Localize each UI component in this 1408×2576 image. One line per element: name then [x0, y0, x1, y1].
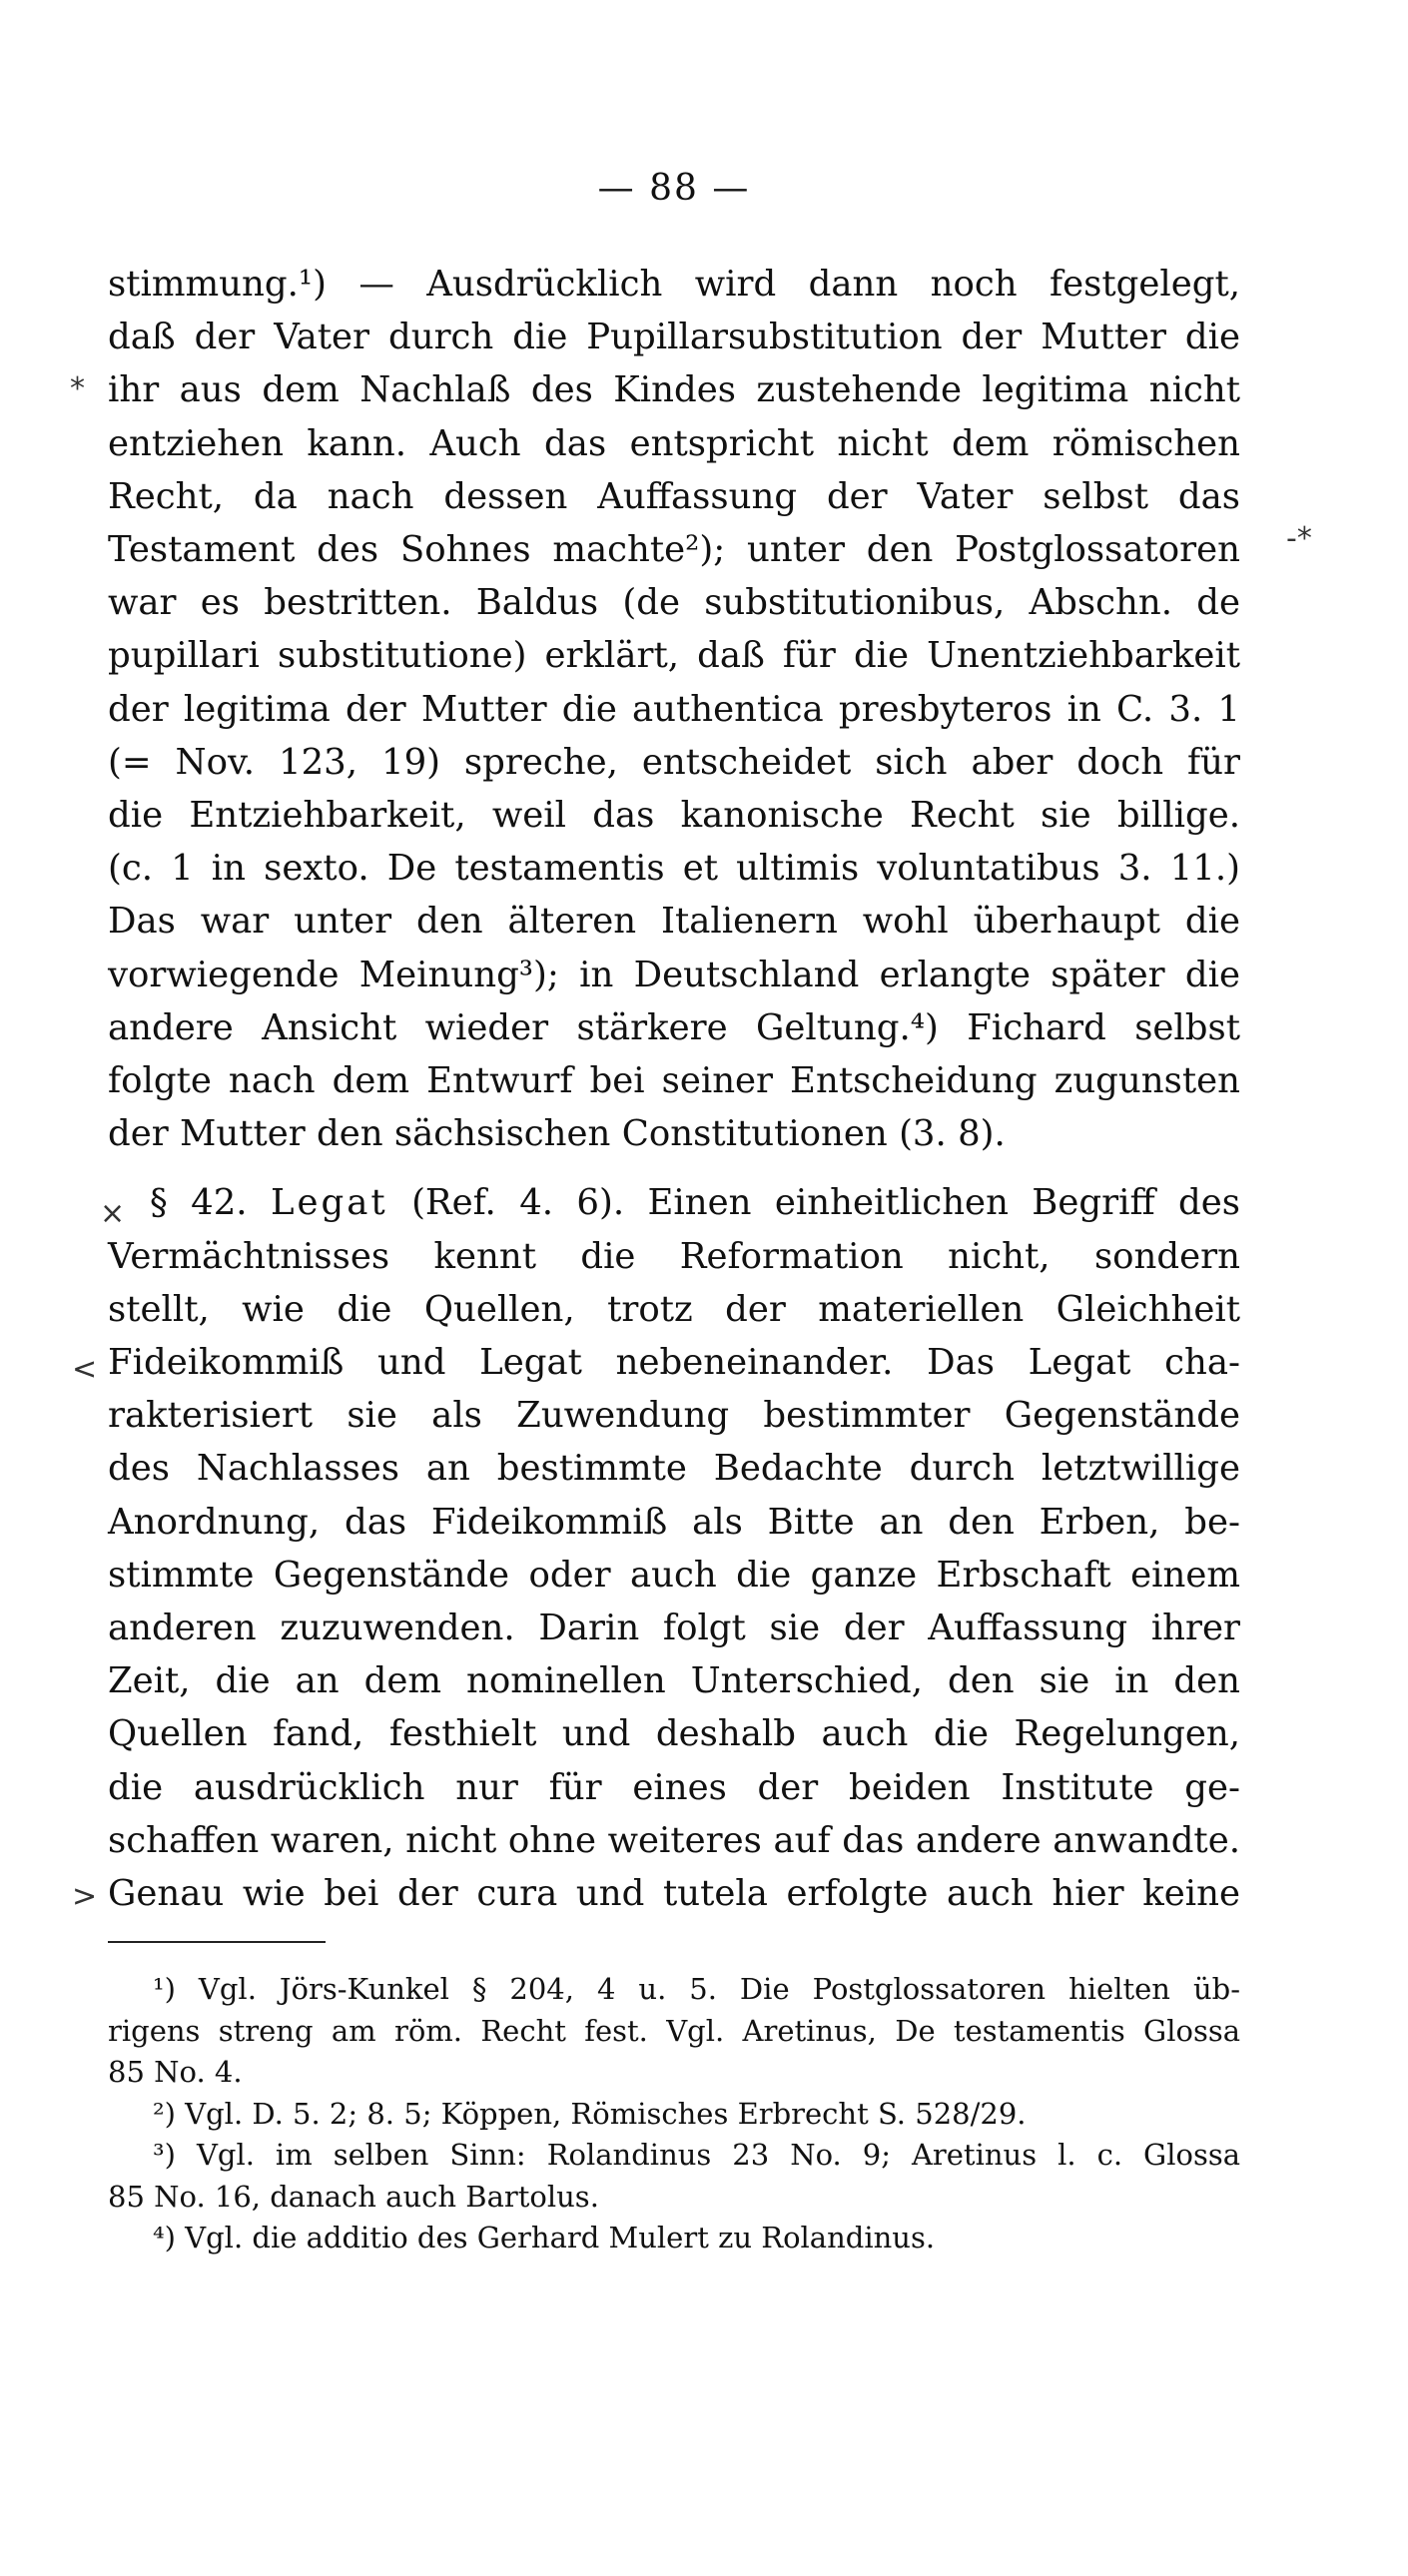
- section-line: stimmte Gegenstände oder auch die ganze Erbschaft einem: [108, 1554, 1240, 1596]
- section-line: Fideikommiß und Legat nebeneinander. Das Legat cha-: [108, 1342, 1240, 1384]
- body-line: war es bestritten. Baldus (de substitutionibus, Abschn. de: [108, 582, 1240, 624]
- section-line: Quellen fand, festhielt und deshalb auch die Regelungen,: [108, 1713, 1240, 1755]
- page-number: — 88 —: [597, 168, 751, 209]
- section-line: schaffen waren, nicht ohne weiteres auf das andere anwandte.: [108, 1819, 1240, 1861]
- body-line: (c. 1 in sexto. De testamentis et ultimis voluntatibus 3. 11.): [108, 848, 1240, 890]
- footnote-line: ¹) Vgl. Jörs-Kunkel § 204, 4 u. 5. Die Postglossatoren hielten üb-: [153, 1972, 1240, 2006]
- section-line: Vermächtnisses kennt die Reformation nicht, sondern: [108, 1235, 1240, 1277]
- paragraph-pupillar: [108, 258, 1240, 1160]
- section-title: Legat: [270, 1182, 388, 1224]
- section-line: anderen zuzuwenden. Darin folgt sie der Auffassung ihrer: [108, 1608, 1240, 1649]
- section-42-legat: [108, 1176, 1240, 1920]
- body-line: folgte nach dem Entwurf bei seiner Entscheidung zugunsten: [108, 1060, 1240, 1102]
- section-number: § 42.: [150, 1182, 248, 1224]
- footnote-line: ³) Vgl. im selben Sinn: Rolandinus 23 No. 9; Aretinus l. c. Glossa: [153, 2138, 1240, 2172]
- body-line: ihr aus dem Nachlaß des Kindes zustehende legitima nicht: [108, 369, 1240, 411]
- section-line: Anordnung, das Fideikommiß als Bitte an den Erben, be-: [108, 1501, 1240, 1543]
- margin-mark-asterisk: *: [70, 371, 85, 406]
- margin-mark-angle: <: [72, 1352, 98, 1387]
- margin-mark-asterisk-right: -*: [1286, 521, 1312, 556]
- body-text: [108, 258, 1240, 1920]
- footnote-1: [108, 1969, 1240, 2094]
- footnote-line: 85 No. 16, danach auch Bartolus.: [108, 2179, 599, 2214]
- body-line: Recht, da nach dessen Auffassung der Vater selbst das: [108, 475, 1240, 517]
- body-line: daß der Vater durch die Pupillarsubstitution der Mutter die: [108, 317, 1240, 358]
- body-line: Testament des Sohnes machte²); unter den Postglossatoren: [108, 529, 1240, 571]
- footnote-3: [108, 2135, 1240, 2218]
- body-line: die Entziehbarkeit, weil das kanonische Recht sie billige.: [108, 795, 1240, 837]
- body-line: vorwiegende Meinung³); in Deutschland erlangte später die: [108, 954, 1240, 995]
- body-line: entziehen kann. Auch das entspricht nicht dem römischen: [108, 422, 1240, 464]
- footnote-2: [108, 2094, 1240, 2136]
- footnote-line: ⁴) Vgl. die additio des Gerhard Mulert zu Rolandinus.: [153, 2221, 936, 2254]
- section-heading-rest: (Ref. 4. 6). Einen einheitlichen Begriff des: [411, 1182, 1240, 1224]
- body-line: pupillari substitutione) erklärt, daß für die Unentziehbarkeit: [108, 635, 1240, 677]
- body-line: andere Ansicht wieder stärkere Geltung.⁴) Fichard selbst: [108, 1006, 1240, 1048]
- footnote-line: ²) Vgl. D. 5. 2; 8. 5; Köppen, Römisches Erbrecht S. 528/29.: [153, 2096, 1027, 2131]
- footnote-line: rigens streng am röm. Recht fest. Vgl. Aretinus, De testamentis Glossa: [108, 2013, 1240, 2048]
- body-line: Das war unter den älteren Italienern wohl überhaupt die: [108, 901, 1240, 943]
- footnotes: [108, 1969, 1240, 2259]
- margin-mark-cross: ×: [100, 1196, 126, 1231]
- margin-mark-chevron: >: [72, 1879, 98, 1914]
- footnote-line: 85 No. 4.: [108, 2055, 243, 2089]
- body-line: (= Nov. 123, 19) spreche, entscheidet sich aber doch für: [108, 741, 1240, 783]
- section-line: die ausdrücklich nur für eines der beiden Institute ge-: [108, 1766, 1240, 1808]
- section-line: Genau wie bei der cura und tutela erfolgte auch hier keine: [108, 1873, 1240, 1915]
- body-line: der legitima der Mutter die authentica presbyteros in C. 3. 1: [108, 688, 1240, 730]
- section-line: Zeit, die an dem nominellen Unterschied, den sie in den: [108, 1660, 1240, 1702]
- body-line: stimmung.¹) — Ausdrücklich wird dann noch festgelegt,: [108, 264, 1240, 305]
- footnote-4: [108, 2218, 1240, 2259]
- section-line: stellt, wie die Quellen, trotz der materiellen Gleichheit: [108, 1288, 1240, 1330]
- footnote-rule: [108, 1941, 326, 1943]
- section-line: rakterisiert sie als Zuwendung bestimmter Gegenstände: [108, 1395, 1240, 1437]
- section-heading-line: [108, 1176, 1240, 1229]
- body-line: der Mutter den sächsischen Constitutionen (3. 8).: [108, 1113, 1006, 1155]
- section-line: des Nachlasses an bestimmte Bedachte durch letztwillige: [108, 1448, 1240, 1490]
